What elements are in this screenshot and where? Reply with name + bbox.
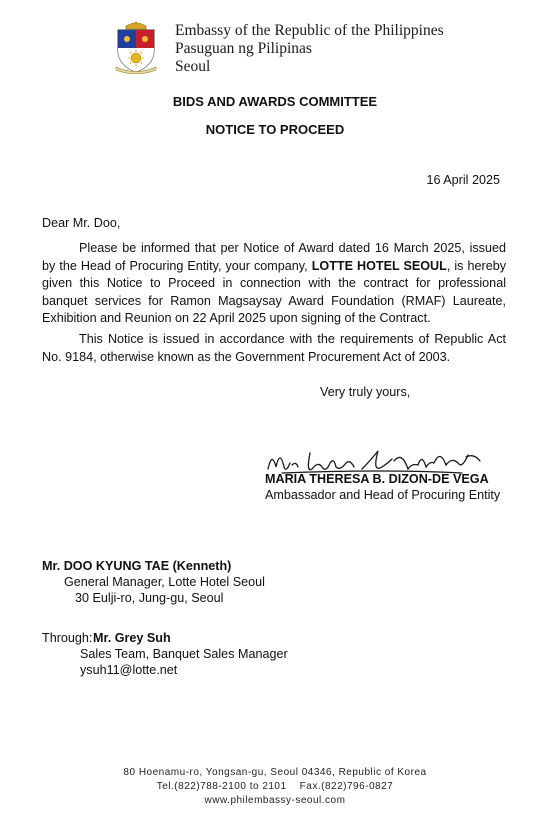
notice-title: NOTICE TO PROCEED xyxy=(205,122,345,137)
through-position: Sales Team, Banquet Sales Manager xyxy=(80,647,288,661)
letterhead-filipino-name: Pasuguan ng Pilipinas xyxy=(175,40,312,57)
letterhead-embassy-name: Embassy of the Republic of the Philippines xyxy=(175,22,444,39)
body-paragraph-2: This Notice is issued in accordance with the requirements of Republic Act No. 9184, otherwise known as the Government Procurement Act of 2003. xyxy=(42,332,506,364)
through-name: Mr. Grey Suh xyxy=(93,631,171,645)
salutation: Dear Mr. Doo, xyxy=(42,216,121,230)
body-paragraph-1 xyxy=(42,240,506,328)
closing-phrase: Very truly yours, xyxy=(320,385,411,399)
recipient-position: General Manager, Lotte Hotel Seoul xyxy=(64,575,265,589)
paragraph-1-intro: Please be informed that per Notice of Award dated 16 March 2025, issued by the Head of Procuring Entity, your company, xyxy=(42,241,506,273)
footer-phones: Tel.(822)788-2100 to 2101 Fax.(822)796-0827 xyxy=(156,781,394,792)
through-label: Through: xyxy=(42,631,93,645)
signer-title: Ambassador and Head of Procuring Entity xyxy=(265,488,501,502)
company-name: LOTTE HOTEL SEOUL xyxy=(311,258,447,273)
signer-name: MARIA THERESA B. DIZON-DE VEGA xyxy=(265,472,489,486)
footer-website[interactable]: www.philembassy-seoul.com xyxy=(204,795,346,806)
letterhead-city: Seoul xyxy=(175,58,211,75)
paragraph-1-rest: , is hereby given this Notice to Proceed in connection with the contract for professional banquet services for Ramon Magsaysay Award Foundation (RMAF) Laureate, Exhibition and Reunion on 22 April 2025 upon signing of the Contract. xyxy=(42,258,506,325)
letter-date: 16 April 2025 xyxy=(426,173,500,187)
committee-heading: BIDS AND AWARDS COMMITTEE xyxy=(172,94,378,109)
philippine-seal-icon xyxy=(110,20,162,74)
recipient-name: Mr. DOO KYUNG TAE (Kenneth) xyxy=(42,559,232,573)
recipient-address: 30 Eulji-ro, Jung-gu, Seoul xyxy=(75,591,224,605)
footer-address: 80 Hoenamu-ro, Yongsan-gu, Seoul 04346, Republic of Korea xyxy=(123,767,427,778)
through-email[interactable]: ysuh11@lotte.net xyxy=(80,663,178,677)
